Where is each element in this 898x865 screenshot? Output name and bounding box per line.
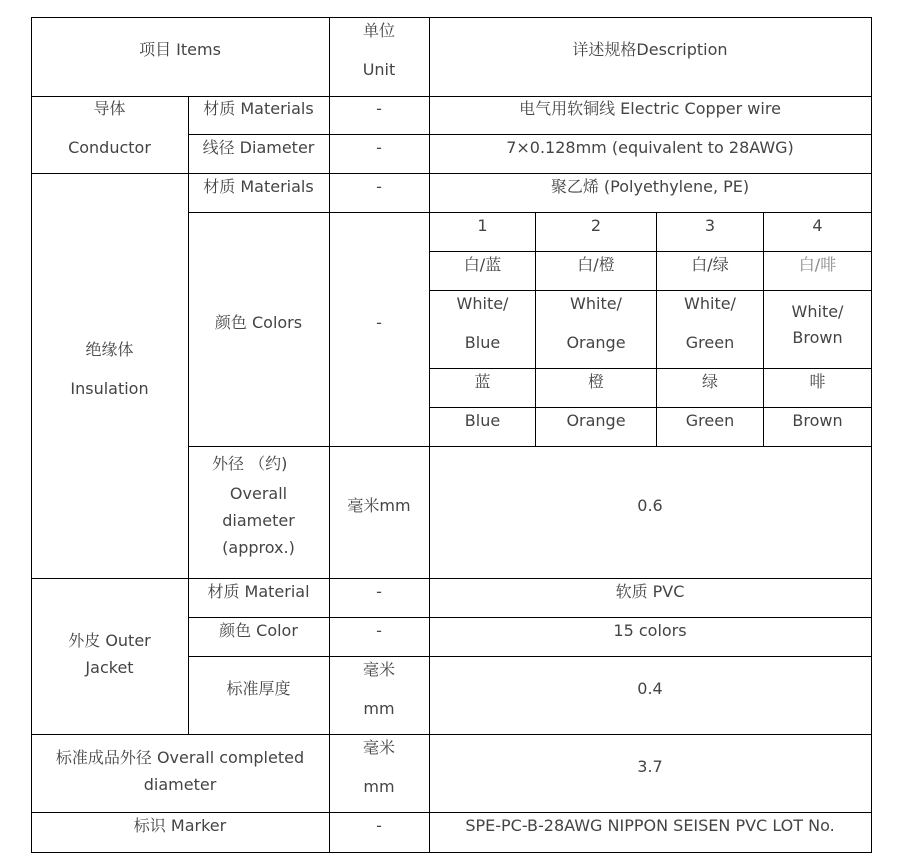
color-solid-cn: 橙 [587, 372, 604, 391]
header-unit [329, 21, 429, 80]
marker-item: 标识 Marker [133, 816, 227, 835]
color-solid-en: Blue [464, 411, 501, 430]
completed-item-line2: diameter [143, 775, 217, 794]
completed-unit-en: mm [363, 777, 395, 796]
color-pair-cn: 白/蓝 [463, 255, 502, 274]
rule-colors-bottom [188, 446, 872, 447]
header-unit-cn: 单位 [362, 21, 395, 40]
color-pair-en-line1: White/ [684, 294, 736, 313]
color-pair-en-line1: White/ [791, 302, 844, 321]
conductor-diameter-value: 7×0.128mm (equivalent to 28AWG) [506, 138, 794, 157]
completed-item-line1: 标准成品外径 Overall completed [55, 748, 305, 767]
insulation-od-unit: 毫米mm [347, 496, 411, 515]
insulation-material-unit: - [376, 177, 382, 196]
insulation-od-item [188, 450, 329, 561]
color-pair-number: 4 [812, 216, 823, 235]
color-pair-en [657, 294, 763, 353]
jacket-label-line1: 外皮 Outer [68, 631, 151, 650]
jacket-material-unit: - [376, 582, 382, 601]
header-unit-en: Unit [362, 60, 396, 79]
conductor-material-item: 材质 Materials [203, 99, 314, 118]
rule-colors-2 [430, 290, 872, 291]
rule-insulation-bottom [31, 578, 872, 579]
color-solid-en: Brown [792, 411, 843, 430]
insulation-material-value: 聚乙烯 (Polyethylene, PE) [550, 177, 750, 196]
color-pair-number: 1 [477, 216, 488, 235]
insulation-label [31, 340, 188, 399]
insulation-label-en: Insulation [70, 379, 149, 398]
color-pair-en-line1: White/ [456, 294, 509, 313]
rule-right [871, 17, 872, 853]
color-pair-en [430, 294, 535, 353]
insulation-material-item: 材质 Materials [203, 177, 314, 196]
jacket-thickness-value: 0.4 [637, 679, 663, 698]
jacket-color-item: 颜色 Color [219, 621, 298, 640]
rule-conductor-bottom [31, 173, 872, 174]
insulation-colors-item: 颜色 Colors [214, 313, 303, 332]
insulation-od-item-en3: (approx.) [222, 538, 295, 557]
rule-colors-3 [430, 368, 872, 369]
color-pair-en-line2: Blue [464, 333, 501, 352]
completed-item [31, 744, 329, 798]
insulation-label-cn: 绝缘体 [85, 340, 134, 359]
insulation-od-value: 0.6 [637, 496, 663, 515]
jacket-label [31, 627, 188, 681]
color-pair-cn: 白/绿 [691, 255, 729, 274]
color-solid-cn: 绿 [701, 372, 718, 391]
color-solid-cn: 蓝 [474, 372, 491, 391]
rule-colors-1 [430, 251, 872, 252]
color-pair-cn: 白/橙 [577, 255, 615, 274]
rule-jacket-2 [188, 656, 872, 657]
color-pair-en [764, 299, 871, 351]
jacket-thickness-unit-cn: 毫米 [362, 660, 395, 679]
jacket-color-unit: - [376, 621, 382, 640]
jacket-material-item: 材质 Material [207, 582, 310, 601]
header-items: 项目 Items [139, 40, 221, 59]
rule-colors-4 [430, 407, 872, 408]
insulation-od-item-cn: 外径 （约) [212, 454, 288, 473]
rule-jacket-1 [188, 617, 872, 618]
rule-jacket-bottom [31, 734, 872, 735]
jacket-thickness-unit [329, 660, 429, 719]
color-pair-en-line1: White/ [570, 294, 622, 313]
rule-conductor-mid [188, 134, 872, 135]
conductor-diameter-item: 线径 Diameter [202, 138, 315, 157]
insulation-colors-unit: - [376, 313, 382, 332]
header-description: 详述规格Description [572, 40, 728, 59]
conductor-label-en: Conductor [68, 138, 151, 157]
rule-ins-material-bottom [188, 212, 872, 213]
rule-completed-bottom [31, 812, 872, 813]
conductor-material-unit: - [376, 99, 382, 118]
conductor-diameter-unit: - [376, 138, 382, 157]
marker-unit: - [376, 816, 382, 835]
jacket-label-line2: Jacket [85, 658, 134, 677]
completed-unit-cn: 毫米 [362, 738, 395, 757]
color-pair-cn: 白/啡 [798, 255, 837, 274]
rule-bottom [31, 852, 872, 853]
color-solid-cn: 啡 [809, 372, 826, 391]
completed-value: 3.7 [637, 757, 663, 776]
rule-header-bottom [31, 96, 872, 97]
jacket-thickness-unit-en: mm [363, 699, 395, 718]
marker-value: SPE-PC-B-28AWG NIPPON SEISEN PVC LOT No. [465, 816, 835, 835]
jacket-material-value: 软质 PVC [615, 582, 685, 601]
conductor-material-value: 电气用软铜线 Electric Copper wire [519, 99, 781, 118]
color-pair-en-line2: Orange [566, 333, 626, 352]
jacket-color-value: 15 colors [613, 621, 687, 640]
color-pair-number: 2 [590, 216, 602, 235]
color-solid-en: Green [685, 411, 735, 430]
rule-top [31, 17, 872, 18]
color-pair-en-line2: Brown [792, 328, 843, 347]
insulation-od-item-en1: Overall [229, 484, 288, 503]
completed-unit [329, 738, 429, 797]
conductor-label-cn: 导体 [93, 99, 126, 118]
color-pair-number: 3 [704, 216, 716, 235]
color-pair-en-line2: Green [685, 333, 735, 352]
insulation-od-item-en2: diameter [222, 511, 295, 530]
color-solid-en: Orange [566, 411, 626, 430]
jacket-thickness-item: 标准厚度 [226, 679, 291, 698]
conductor-label [31, 99, 188, 158]
color-pair-en [536, 294, 656, 353]
